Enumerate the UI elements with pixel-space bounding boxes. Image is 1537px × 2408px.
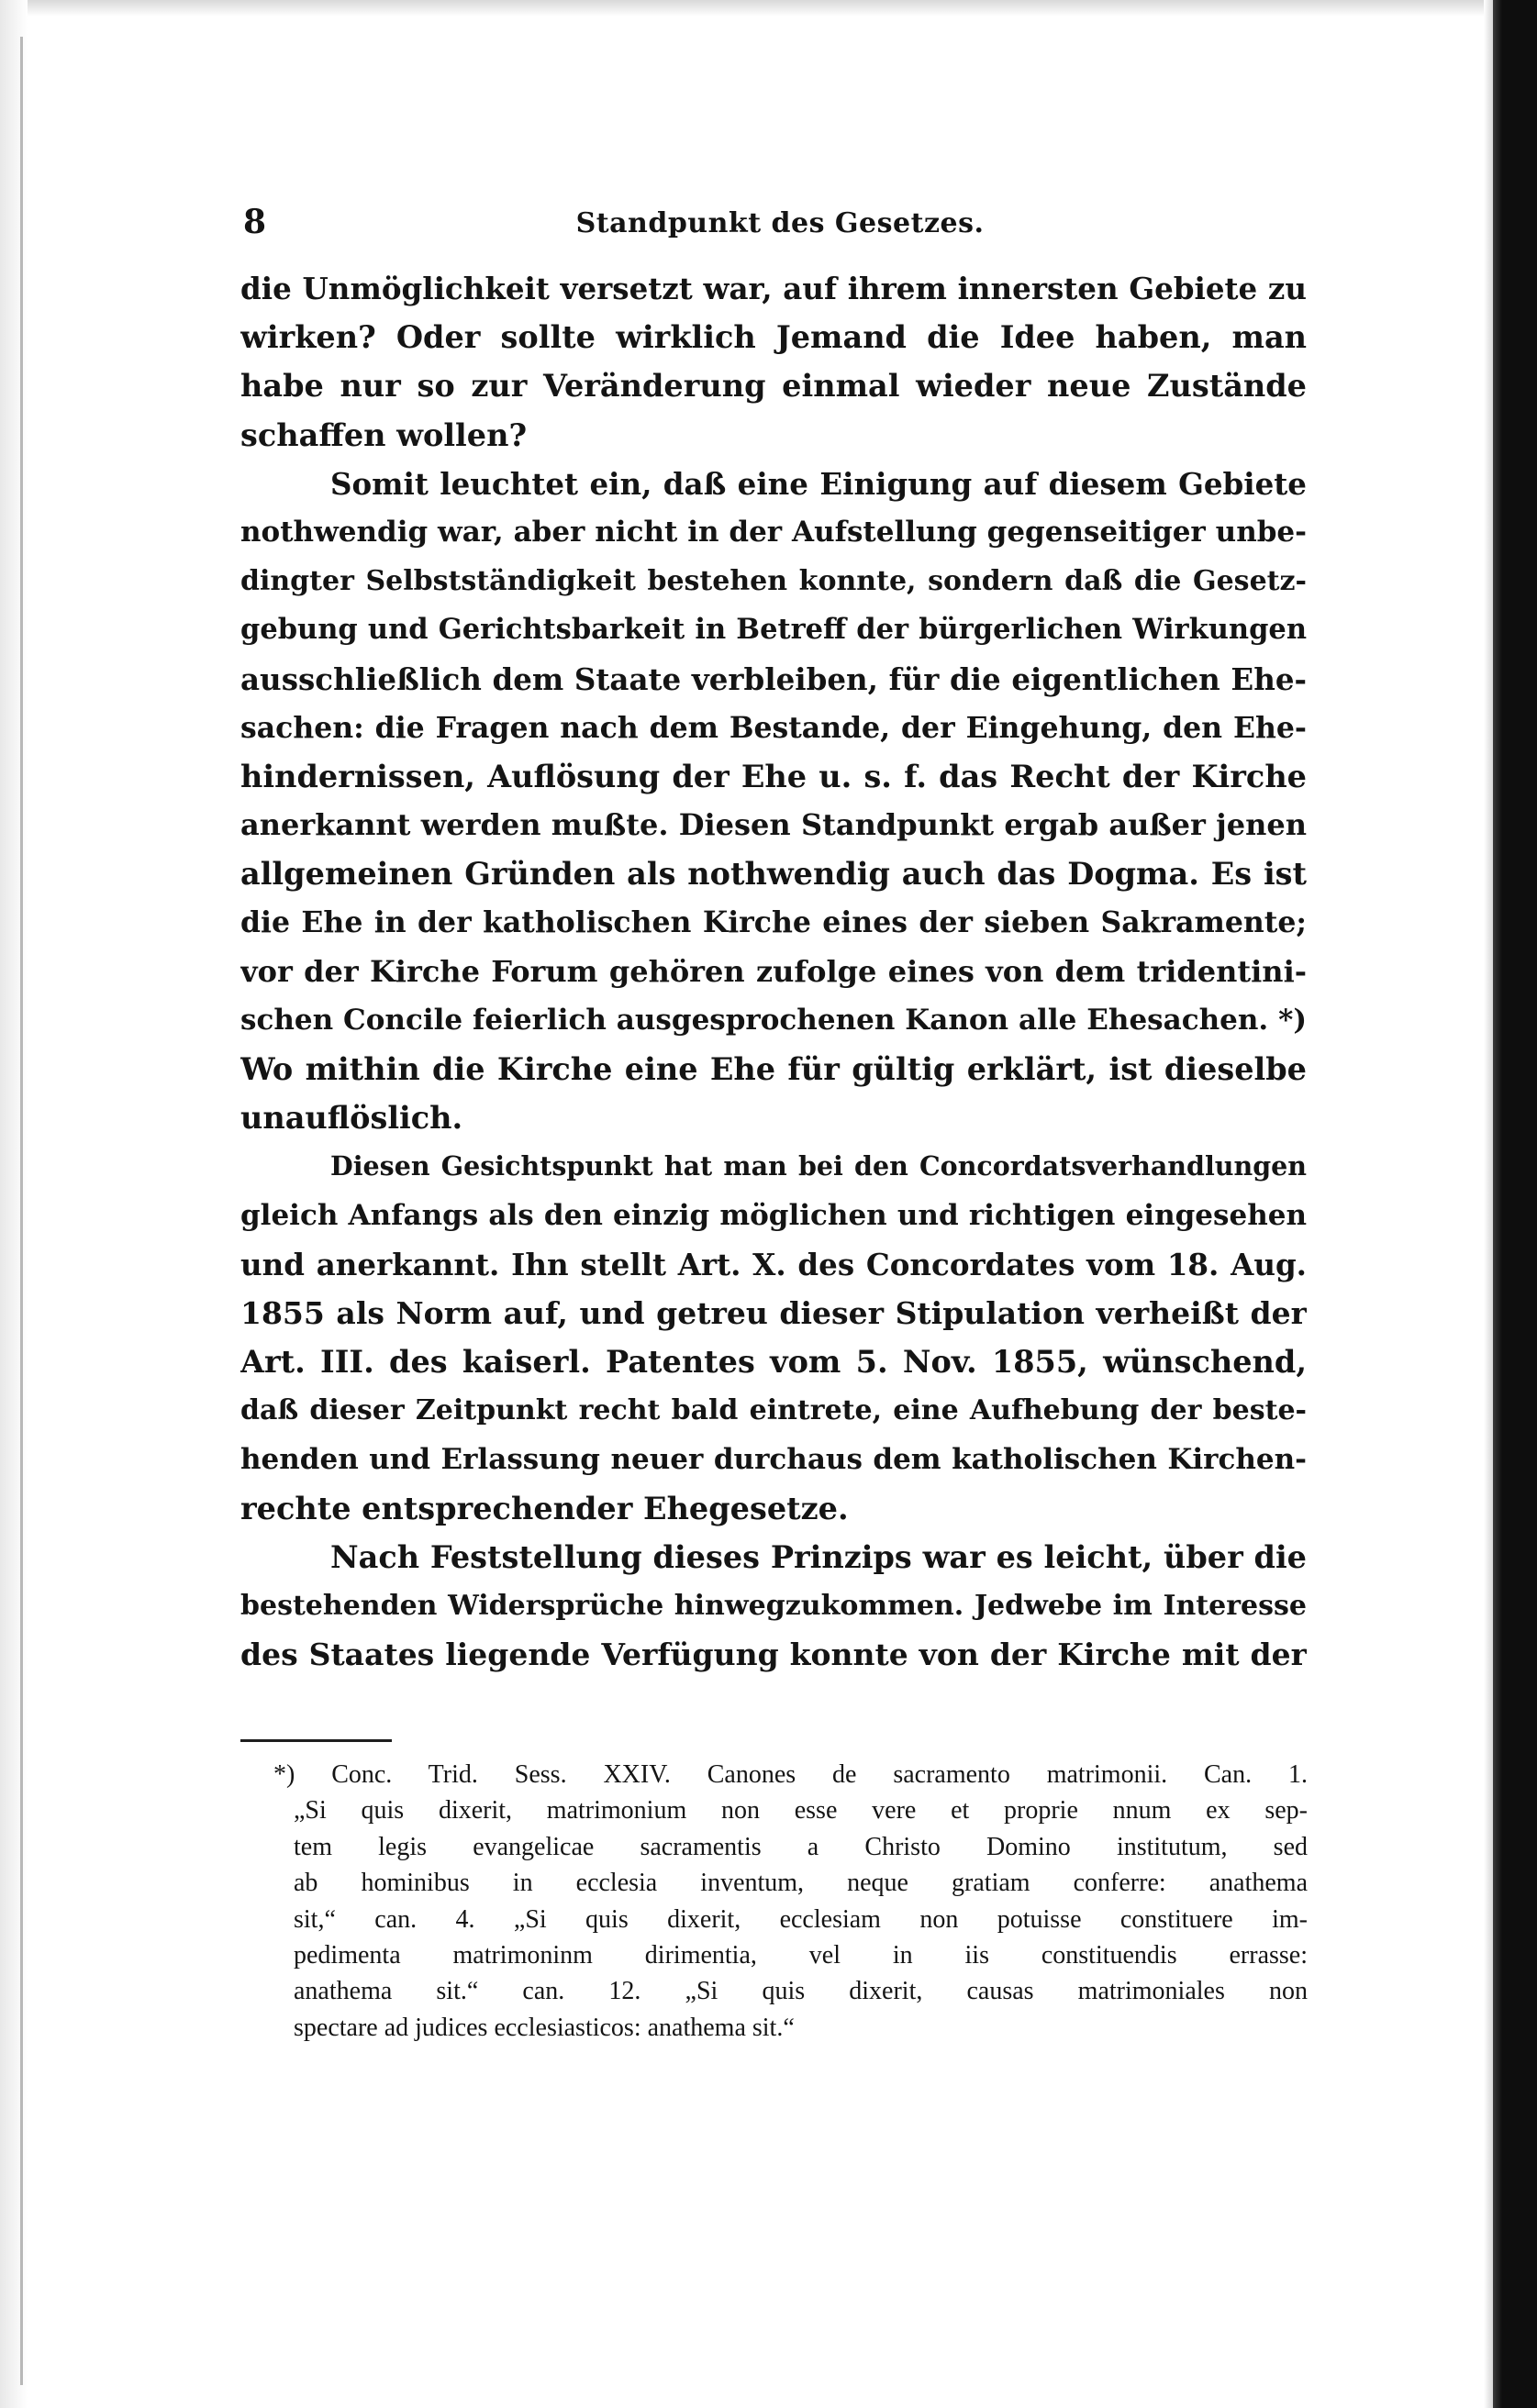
- body-line: anerkannt werden mußte. Diesen Standpunkt ergab außer jenen: [240, 807, 1307, 843]
- scan-right-gutter-shadow: [1484, 0, 1493, 2408]
- footnote-line: spectare ad judices ecclesiasticos: anathema sit.“: [294, 2013, 795, 2042]
- footnote-line: *) Conc. Trid. Sess. XXIV. Canones de sacramento matrimonii. Can. 1.: [273, 1760, 1308, 1789]
- body-line: rechte entsprechender Ehegesetze.: [240, 1490, 849, 1526]
- footnote-line: „Si quis dixerit, matrimonium non esse vere et proprie nnum ex sep-: [294, 1796, 1308, 1825]
- body-line: nothwendig war, aber nicht in der Aufstellung gegenseitiger unbe-: [240, 515, 1307, 549]
- body-line: daß dieser Zeitpunkt recht bald eintrete, eine Aufhebung der beste-: [240, 1394, 1307, 1427]
- running-title: Standpunkt des Gesetzes.: [575, 207, 985, 239]
- footnote-line: tem legis evangelicae sacramentis a Christo Domino institutum, sed: [294, 1832, 1308, 1861]
- scan-left-edge: [0, 0, 28, 2408]
- body-line: allgemeinen Gründen als nothwendig auch das Dogma. Es ist: [240, 856, 1307, 893]
- body-line: hindernissen, Auflösung der Ehe u. s. f. das Recht der Kirche: [240, 758, 1307, 794]
- body-line: dingter Selbstständigkeit bestehen konnte, sondern daß die Gesetz-: [240, 565, 1307, 598]
- body-line: wirken? Oder sollte wirklich Jemand die Idee haben, man: [240, 319, 1307, 356]
- body-line: habe nur so zur Veränderung einmal wieder neue Zustände: [240, 368, 1307, 405]
- body-line: schen Concile feierlich ausgesprochenen Kanon alle Ehesachen. *): [240, 1003, 1307, 1037]
- body-text: [240, 264, 1307, 1679]
- scan-left-edge-line: [20, 37, 23, 2385]
- page-number: 8: [243, 203, 267, 241]
- scan-top-shadow: [0, 0, 1537, 17]
- body-line: des Staates liegende Verfügung konnte von der Kirche mit der: [240, 1637, 1307, 1673]
- footnote-rule: [240, 1739, 392, 1742]
- running-head: [243, 204, 1317, 250]
- scan-right-edge: [1493, 0, 1537, 2408]
- body-line: die Ehe in der katholischen Kirche eines der sieben Sakramente;: [240, 905, 1307, 940]
- body-line: Somit leuchtet ein, daß eine Einigung auf diesem Gebiete: [330, 465, 1307, 502]
- body-line: vor der Kirche Forum gehören zufolge eines von dem tridentini-: [240, 953, 1307, 989]
- body-line: sachen: die Fragen nach dem Bestande, der Eingehung, den Ehe-: [240, 710, 1307, 745]
- body-line: 1855 als Norm auf, und getreu dieser Stipulation verheißt der: [240, 1294, 1307, 1331]
- body-line: gleich Anfangs als den einzig möglichen und richtigen eingesehen: [240, 1198, 1307, 1232]
- footnote-line: ab hominibus in ecclesia inventum, neque gratiam conferre: anathema: [294, 1869, 1308, 1898]
- body-line: Art. III. des kaiserl. Patentes vom 5. Nov. 1855, wünschend,: [240, 1344, 1307, 1381]
- body-line: die Unmöglichkeit versetzt war, auf ihrem innersten Gebiete zu: [240, 271, 1307, 306]
- body-line: henden und Erlassung neuer durchaus dem katholischen Kirchen-: [240, 1442, 1307, 1476]
- body-line: Wo mithin die Kirche eine Ehe für gültig erklärt, ist dieselbe: [240, 1051, 1307, 1087]
- body-line: gebung und Gerichtsbarkeit in Betreff der bürgerlichen Wirkungen: [240, 613, 1307, 647]
- body-line: unauflöslich.: [240, 1100, 463, 1137]
- body-line: und anerkannt. Ihn stellt Art. X. des Concordates vom 18. Aug.: [240, 1246, 1307, 1282]
- footnote-line: sit,“ can. 4. „Si quis dixerit, ecclesiam non potuisse constituere im-: [294, 1904, 1308, 1934]
- body-line: Diesen Gesichtspunkt hat man bei den Concordatsverhandlungen: [330, 1150, 1307, 1182]
- footnote-line: anathema sit.“ can. 12. „Si quis dixerit, causas matrimoniales non: [294, 1977, 1308, 2006]
- footnote: [273, 1757, 1308, 2046]
- body-line: schaffen wollen?: [240, 416, 528, 453]
- body-line: Nach Feststellung dieses Prinzips war es leicht, über die: [330, 1538, 1307, 1575]
- body-line: bestehenden Widersprüche hinwegzukommen. Jedwebe im Interesse: [240, 1590, 1307, 1623]
- footnote-line: pedimenta matrimoninm dirimentia, vel in iis constituendis errasse:: [294, 1940, 1308, 1970]
- body-line: ausschließlich dem Staate verbleiben, für die eigentlichen Ehe-: [240, 660, 1307, 697]
